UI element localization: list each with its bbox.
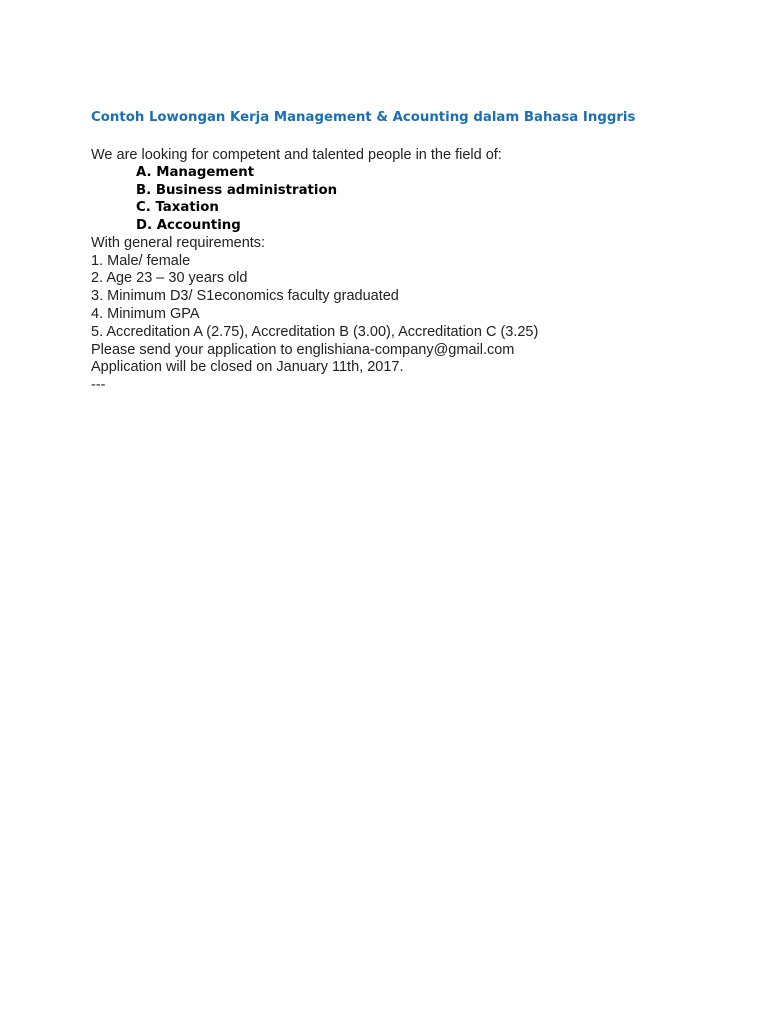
requirements-heading: With general requirements: [91, 234, 266, 251]
requirement-age: 2. Age 23 – 30 years old [91, 270, 248, 287]
requirement-accreditation: 5. Accreditation A (2.75), Accreditation B (3.00), Accreditation C (3.25) [91, 323, 539, 340]
requirements-list [91, 253, 711, 342]
field-list [91, 164, 711, 235]
separator-line: --- [91, 377, 106, 394]
field-item-business-administration: B. Business administration [136, 182, 338, 198]
field-item-management: A. Management [136, 165, 255, 180]
field-item-taxation: C. Taxation [136, 200, 219, 216]
field-item-accounting: D. Accounting [136, 218, 241, 234]
requirement-gpa: 4. Minimum GPA [91, 306, 200, 322]
document-title: Contoh Lowongan Kerja Management & Acounting dalam Bahasa Inggris [91, 110, 636, 125]
document-content [91, 108, 711, 395]
application-email-line: Please send your application to englishiana-company@gmail.com [91, 341, 515, 358]
requirement-gender: 1. Male/ female [91, 252, 191, 269]
requirement-education: 3. Minimum D3/ S1economics faculty graduated [91, 288, 399, 305]
intro-text: We are looking for competent and talented people in the field of: [91, 147, 502, 163]
closing-date-line: Application will be closed on January 11th, 2017. [91, 359, 404, 376]
